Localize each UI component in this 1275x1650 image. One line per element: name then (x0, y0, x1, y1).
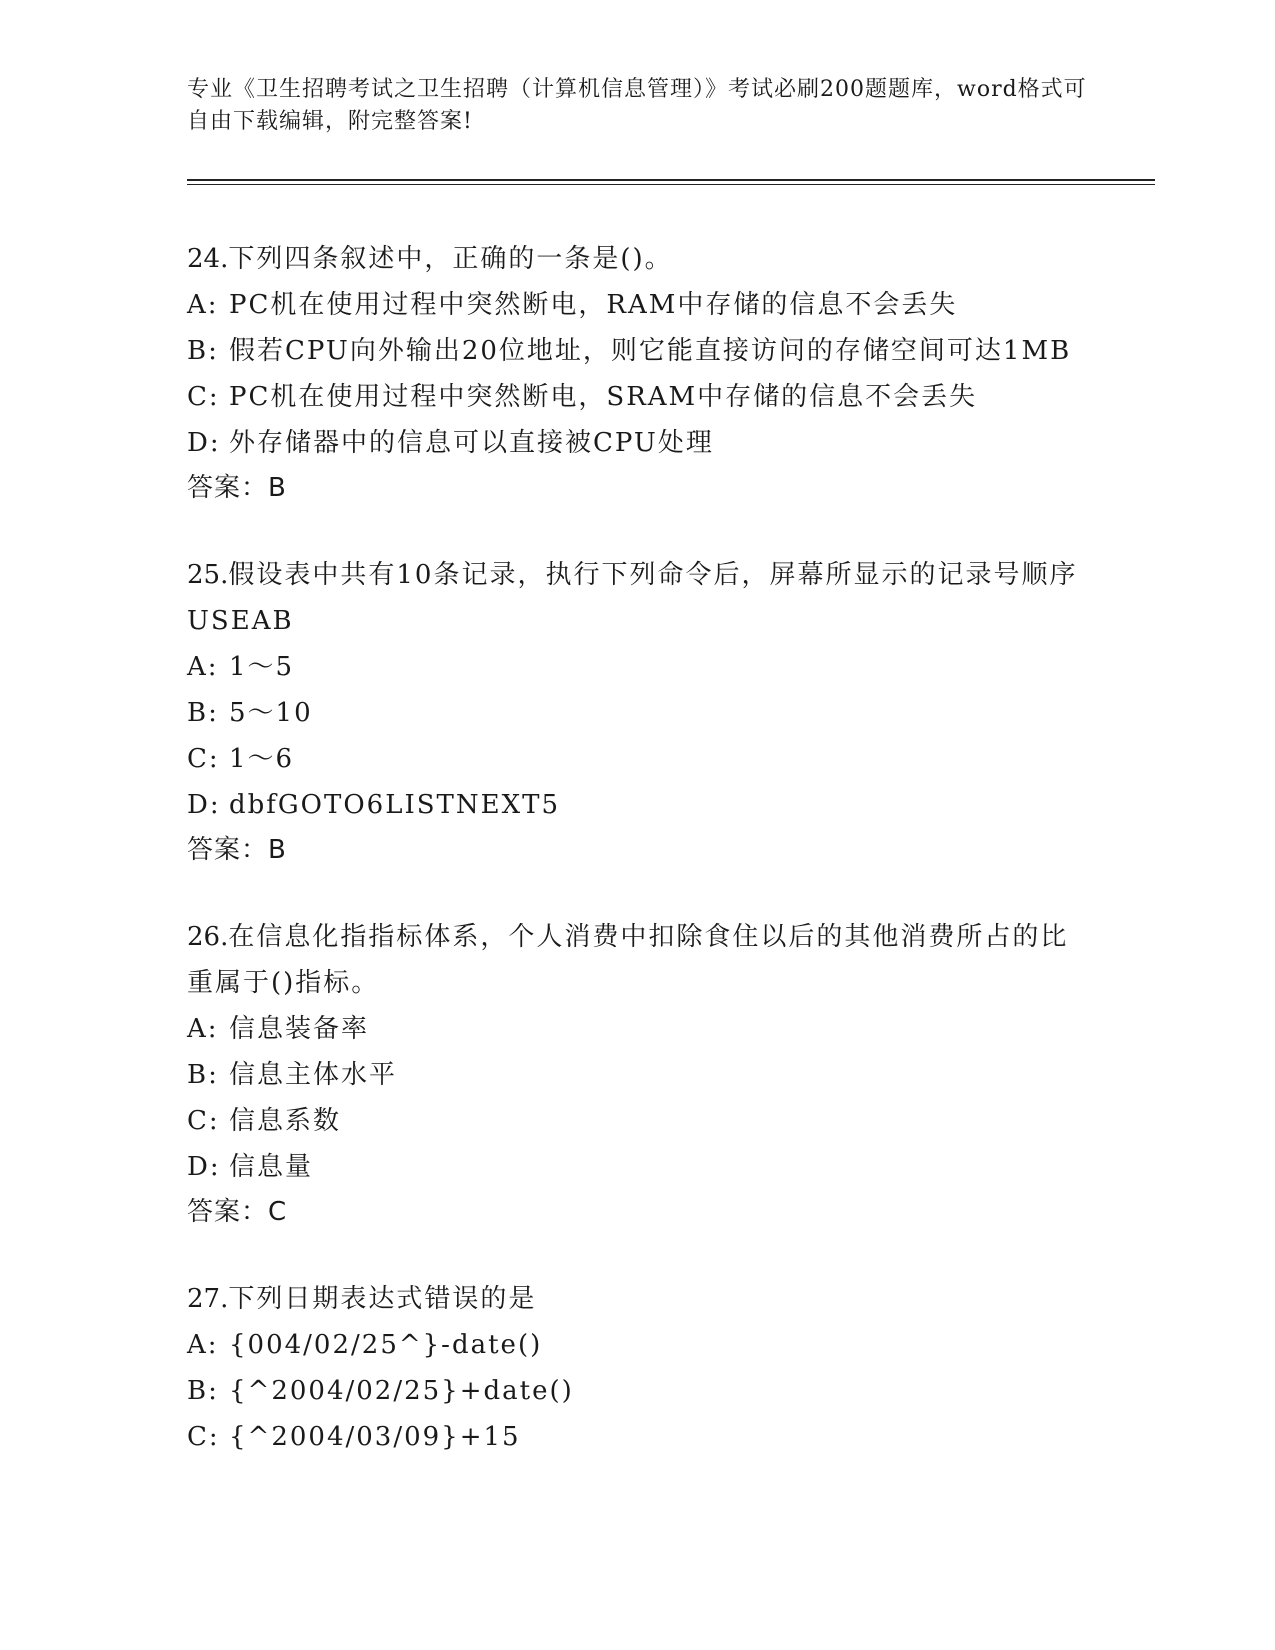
option-d (187, 420, 1087, 466)
option-text: dbfGOTO6LISTNEXT5 (229, 790, 561, 820)
option-b (187, 1052, 1087, 1098)
option-key: D: (187, 790, 221, 820)
question-number: 26. (187, 922, 229, 952)
option-d (187, 1144, 1087, 1190)
option-c (187, 1098, 1087, 1144)
option-c (187, 736, 1087, 782)
question-stem (187, 236, 1087, 282)
question-26 (187, 914, 1087, 1234)
header-rule-thick (187, 179, 1155, 181)
question-stem (187, 552, 1087, 644)
question-text: 下列日期表达式错误的是 (228, 1284, 537, 1314)
option-key: B: (187, 1376, 219, 1406)
option-key: A: (187, 1014, 219, 1044)
option-text: PC机在使用过程中突然断电，RAM中存储的信息不会丢失 (229, 290, 958, 320)
option-b (187, 1368, 1087, 1414)
answer-value: B (268, 835, 287, 865)
option-b (187, 328, 1087, 374)
document-header: 专业《卫生招聘考试之卫生招聘（计算机信息管理）》考试必刷200题题库，word格式可自由下载编辑，附完整答案! (187, 77, 1087, 134)
option-key: C: (187, 744, 220, 774)
option-key: A: (187, 1330, 219, 1360)
option-text: 5～10 (229, 698, 313, 728)
option-text: 假若CPU向外输出20位地址，则它能直接访问的存储空间可达1MB (229, 336, 1072, 366)
option-key: B: (187, 336, 219, 366)
option-key: D: (187, 1152, 221, 1182)
question-text: 假设表中共有10条记录，执行下列命令后，屏幕所显示的记录号顺序USEAB (187, 560, 1078, 636)
question-list (187, 236, 1087, 1502)
question-number: 24. (187, 244, 229, 274)
option-text: {^2004/02/25}+date() (229, 1376, 574, 1406)
option-text: 信息主体水平 (229, 1060, 398, 1090)
option-text: 信息装备率 (229, 1014, 370, 1044)
question-27 (187, 1276, 1087, 1460)
option-key: B: (187, 1060, 219, 1090)
option-c (187, 1414, 1087, 1460)
option-text: {004/02/25^}-date() (229, 1330, 543, 1360)
answer-line (187, 466, 1087, 510)
option-text: 1～6 (229, 744, 295, 774)
answer-value: B (268, 473, 287, 503)
option-a (187, 1006, 1087, 1052)
option-d (187, 782, 1087, 828)
question-number: 27. (187, 1284, 229, 1314)
question-stem (187, 1276, 1087, 1322)
answer-value: C (268, 1197, 288, 1227)
option-key: C: (187, 1106, 220, 1136)
question-stem (187, 914, 1087, 1006)
answer-line (187, 1190, 1087, 1234)
option-a (187, 644, 1087, 690)
answer-label: 答案： (187, 473, 269, 503)
answer-label: 答案： (187, 835, 269, 865)
option-key: C: (187, 1422, 220, 1452)
option-text: 外存储器中的信息可以直接被CPU处理 (229, 428, 714, 458)
answer-label: 答案： (187, 1197, 269, 1227)
option-key: D: (187, 428, 221, 458)
question-25 (187, 552, 1087, 872)
header-rule-thin (187, 184, 1155, 185)
option-c (187, 374, 1087, 420)
question-text: 在信息化指指标体系，个人消费中扣除食住以后的其他消费所占的比重属于()指标。 (187, 922, 1069, 998)
question-text: 下列四条叙述中，正确的一条是()。 (228, 244, 673, 274)
option-text: 1～5 (229, 652, 295, 682)
option-text: 信息量 (229, 1152, 314, 1182)
option-text: PC机在使用过程中突然断电，SRAM中存储的信息不会丢失 (229, 382, 978, 412)
option-key: A: (187, 652, 219, 682)
option-text: {^2004/03/09}+15 (229, 1422, 521, 1452)
question-number: 25. (187, 560, 229, 590)
option-key: C: (187, 382, 220, 412)
option-b (187, 690, 1087, 736)
answer-line (187, 828, 1087, 872)
option-key: B: (187, 698, 219, 728)
option-key: A: (187, 290, 219, 320)
question-24 (187, 236, 1087, 510)
option-a (187, 1322, 1087, 1368)
option-text: 信息系数 (229, 1106, 342, 1136)
option-a (187, 282, 1087, 328)
